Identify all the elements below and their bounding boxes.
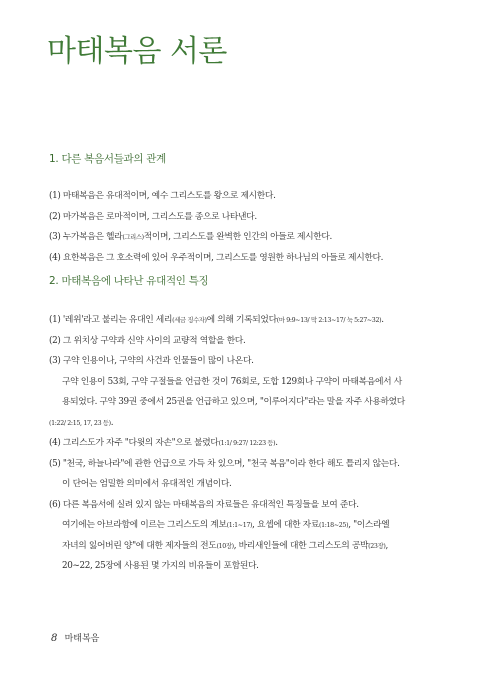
page-title: 마태복음 서론: [47, 34, 227, 69]
list-item-continuation: [49, 413, 464, 434]
section-heading-relations: 1. 다른 복음서들과의 관계: [49, 153, 166, 165]
list-item-continuation: 이 단어는 엄밀한 의미에서 유대적인 개념이다.: [62, 479, 232, 489]
item-text: .: [275, 438, 278, 448]
list-item: [49, 227, 464, 248]
item-reference: (1:18~25): [318, 522, 349, 529]
item-text: , 요셉에 대한 자료: [252, 520, 319, 530]
list-item: (1) 마태복음은 유대적이며, 예수 그리스도를 왕으로 제시한다.: [49, 191, 276, 201]
item-text: .: [381, 315, 384, 325]
item-reference: (1:1~17): [226, 522, 253, 529]
item-reference: (10장): [216, 542, 234, 550]
list-item-continuation: 용되었다. 구약 39권 중에서 25권을 언급하고 있으며, "이루어지다"라는 말을 자주 사용하였다: [62, 397, 405, 407]
list-item: (5) "천국, 하늘나라"에 관한 언급으로 가득 차 있으며, "천국 복음"이라 한다 해도 틀리지 않는다.: [49, 458, 400, 469]
item-text: , "이스라엘: [348, 520, 390, 530]
item-text: , 바리새인들에 대한 그리스도의 공박: [233, 540, 369, 551]
list-item: (2) 그 위치상 구약과 신약 사이의 교량적 역할을 한다.: [49, 335, 246, 346]
item-text: ,: [385, 540, 388, 551]
section-heading-jewish-features: 2. 마태복음에 나타난 유대적인 특징: [49, 275, 209, 287]
list-item: (6) 다른 복음서에 실려 있지 않는 마태복음의 자료들은 유대적인 특징들을 보여 준다.: [49, 499, 359, 510]
item-reference: (1:22/ 2:15, 17, 23 등): [49, 419, 111, 427]
jewish-features-list: [49, 310, 464, 577]
item-reference: (마 9:9~13/ 막 2:13~17/ 눅 5:27~32): [276, 317, 382, 324]
item-text: (1) '레위'라고 불리는 유대인 세리: [49, 315, 173, 325]
list-item: [49, 310, 464, 331]
item-text: .: [110, 417, 114, 428]
list-item: (2) 마가복음은 로마적이며, 그리스도를 종으로 나타낸다.: [49, 211, 257, 222]
running-title: 마태복음: [64, 634, 100, 644]
item-reference: (1:1/ 9:27/ 12:23 등): [218, 440, 276, 447]
page-footer: [51, 631, 99, 644]
item-text: 자녀의 잃어버린 양"에 대한 제자들의 전도: [62, 540, 217, 551]
list-item: [49, 433, 464, 454]
gospel-relations-list: [49, 186, 464, 268]
list-item: (3) 구약 인용이나, 구약의 사건과 인물들이 많이 나온다.: [49, 356, 254, 366]
item-text: (3) 누가복음은 헬라: [49, 232, 123, 242]
list-item: (4) 요한복음은 그 호소력에 있어 우주적이며, 그리스도를 영원한 하나님의 아들로 제시한다.: [49, 252, 384, 263]
list-item-continuation: 20~22, 25장에 사용된 몇 가지의 비유들이 포함된다.: [62, 561, 259, 571]
item-text: (4) 그리스도가 자주 "다윗의 자손"으로 불렸다: [49, 438, 219, 448]
list-item-continuation: [49, 536, 464, 557]
item-note: (그리스): [122, 234, 144, 241]
item-note: (세금 징수자): [172, 317, 207, 324]
page-number: 8: [51, 633, 58, 644]
item-text: 에 의해 기록되었다: [206, 315, 277, 325]
item-text: 적이며, 그리스도를 완벽한 인간의 아들로 제시한다.: [143, 232, 332, 242]
item-text: 여기에는 아브라함에 이르는 그리스도의 계보: [62, 520, 227, 530]
list-item-continuation: 구약 인용이 53회, 구약 구절들을 언급한 것이 76회로, 도합 129회나 구약이 마태복음에서 사: [62, 376, 402, 387]
list-item-continuation: [49, 515, 464, 536]
item-reference: (23장): [368, 542, 386, 550]
